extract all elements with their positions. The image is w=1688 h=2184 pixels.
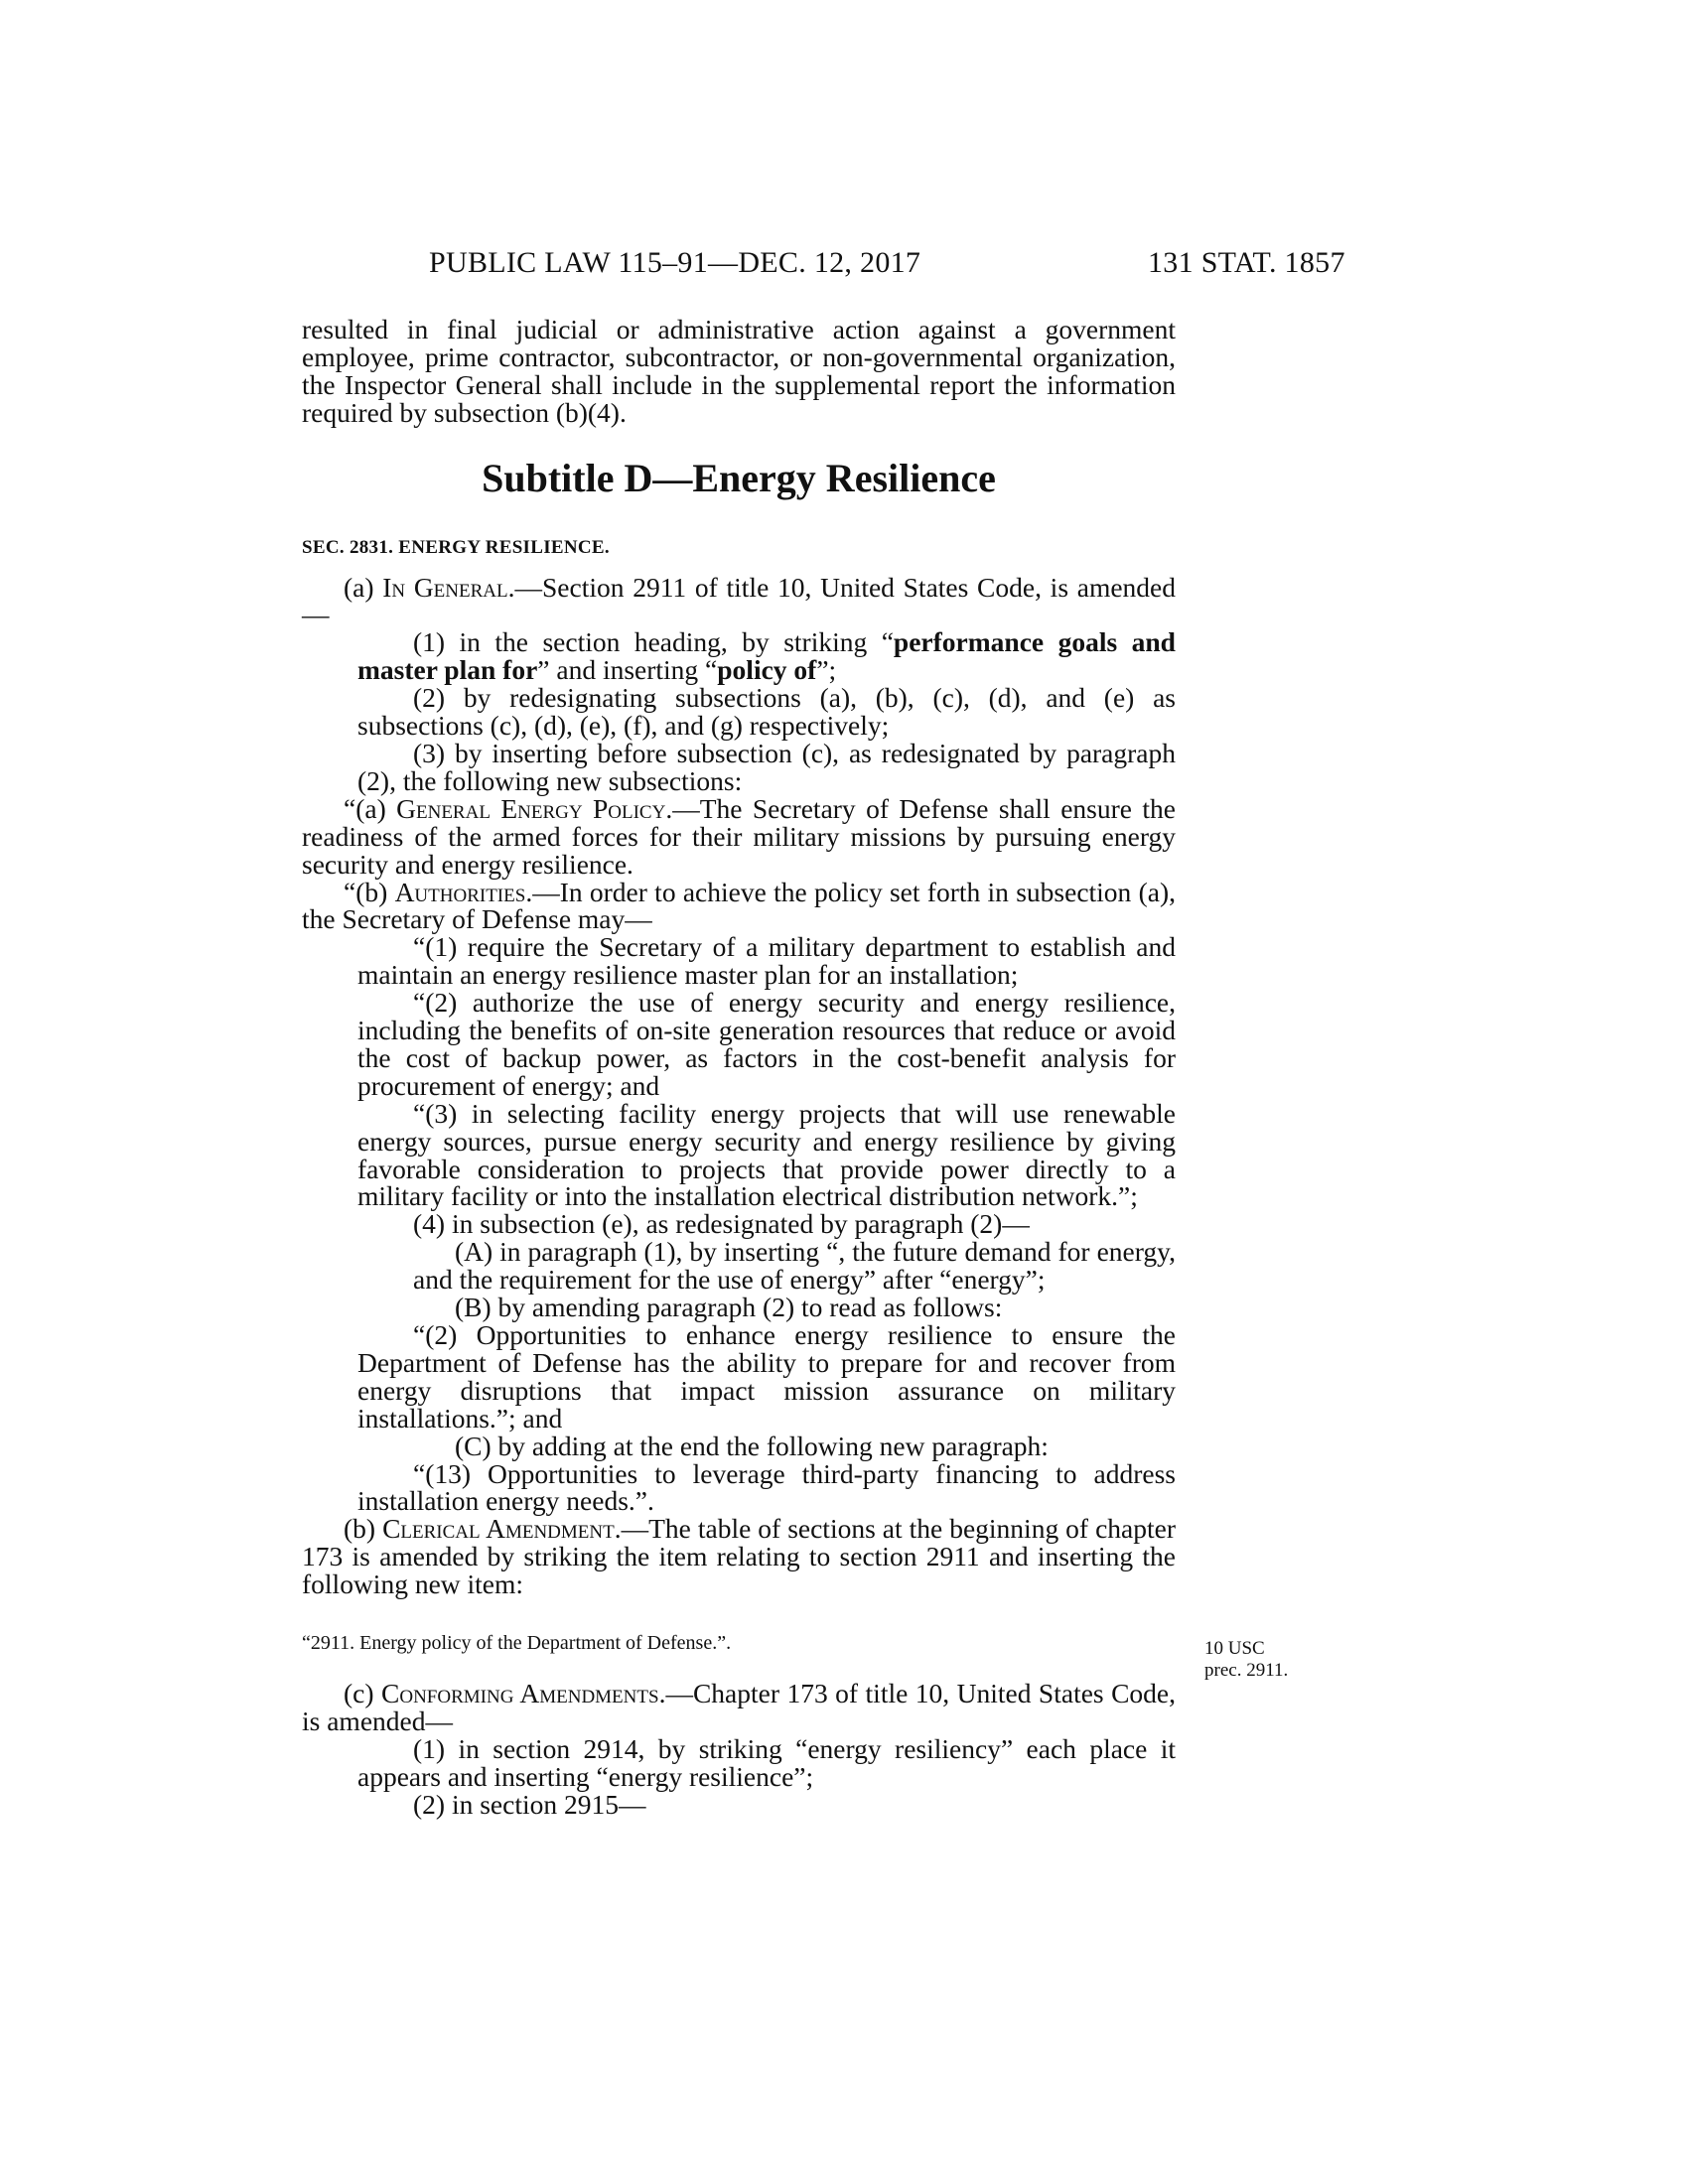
paragraph-2: (2) by redesignating subsections (a), (b), (c), (d), and (e) as subsections (c), (d), (e), (f), and (g) respectively;: [357, 682, 1176, 742]
quoted-paragraph-b2: “(2) authorize the use of energy security and energy resilience, including the benefits of on-site generation resources that reduce or avoid the cost of backup power, as factors in the cost-benefit analysis for procurement of energy; and: [357, 987, 1176, 1101]
subsection-b-label: Clerical Amendment: [382, 1513, 615, 1545]
margin-note-line-1: 10 USC: [1204, 1638, 1265, 1659]
section-heading: SEC. 2831. ENERGY RESILIENCE.: [302, 536, 610, 558]
margin-note-line-2: prec. 2911.: [1204, 1660, 1289, 1681]
margin-citation-note: [1204, 1638, 1288, 1682]
subparagraph-4c: (C) by adding at the end the following new paragraph:: [455, 1430, 1049, 1461]
subsection-c-paragraph-1: (1) in section 2914, by striking “energy resiliency” each place it appears and inserting “energy resilience”;: [357, 1732, 1176, 1792]
quoted-paragraph-b3: “(3) in selecting facility energy projects that will use renewable energy sources, pursue energy security and energy resilience by giving favorable consideration to projects that provide power directly to a military facility or into the installation electrical distribution network.”;: [357, 1097, 1176, 1212]
paragraph-3: (3) by inserting before subsection (c), as redesignated by paragraph (2), the following new subsections:: [357, 737, 1176, 796]
subsection-a: (a) In General.—Section 2911 of title 10, United States Code, is amended—: [302, 571, 1176, 630]
quoted-subsection-a-label: General Energy Policy: [396, 792, 666, 824]
document-body: [302, 316, 1176, 1819]
subsection-c-paragraph-2: (2) in section 2915—: [413, 1788, 646, 1820]
quoted-subsection-b: “(b) Authorities.—In order to achieve the policy set forth in subsection (a), the Secretary of Defense may—: [302, 876, 1176, 935]
subsection-c: (c) Conforming Amendments.—Chapter 173 of title 10, United States Code, is amended—: [302, 1677, 1177, 1736]
running-header-title: PUBLIC LAW 115–91—DEC. 12, 2017: [429, 246, 921, 279]
page-citation: 131 STAT. 1857: [1148, 246, 1345, 279]
paragraph-4: (4) in subsection (e), as redesignated by paragraph (2)—: [413, 1208, 1030, 1240]
quoted-paragraph-2: “(2) Opportunities to enhance energy resilience to ensure the Department of Defense has the ability to prepare for and recover from energy disruptions that impact mission assurance on military installations.”; and: [357, 1319, 1176, 1433]
quoted-subsection-b-label: Authorities: [394, 876, 526, 907]
subsection-b: (b) Clerical Amendment.—The table of sections at the beginning of chapter 173 is amended by striking the item relating to section 2911 and inserting the following new item:: [302, 1513, 1176, 1600]
quoted-subsection-a: “(a) General Energy Policy.—The Secretary of Defense shall ensure the readiness of the armed forces for their military missions by pursuing energy security and energy resilience.: [302, 792, 1176, 880]
table-of-sections-item: “2911. Energy policy of the Department of Defense.”.: [302, 1632, 732, 1655]
continued-paragraph: resulted in final judicial or administrative action against a government employee, prime contractor, subcontractor, or non-governmental organization, the Inspector General shall include in the supplemental report the information required by subsection (b)(4).: [302, 314, 1176, 428]
subsection-a-label: In General: [382, 571, 508, 603]
subsection-c-label: Conforming Amendments: [381, 1677, 659, 1708]
quoted-paragraph-13: “(13) Opportunities to leverage third-party financing to address installation energy needs.”.: [357, 1457, 1176, 1517]
quoted-paragraph-b1: “(1) require the Secretary of a military department to establish and maintain an energy resilience master plan for an installation;: [357, 931, 1176, 991]
subparagraph-4b: (B) by amending paragraph (2) to read as follows:: [455, 1292, 1003, 1323]
subtitle-heading: Subtitle D—Energy Resilience: [482, 455, 996, 500]
paragraph-1: (1) in the section heading, by striking “performance goals and master plan for” and inserting “policy of”;: [357, 626, 1176, 686]
subparagraph-4a: (A) in paragraph (1), by inserting “, the future demand for energy, and the requirement for the use of energy” after “energy”;: [413, 1236, 1176, 1296]
